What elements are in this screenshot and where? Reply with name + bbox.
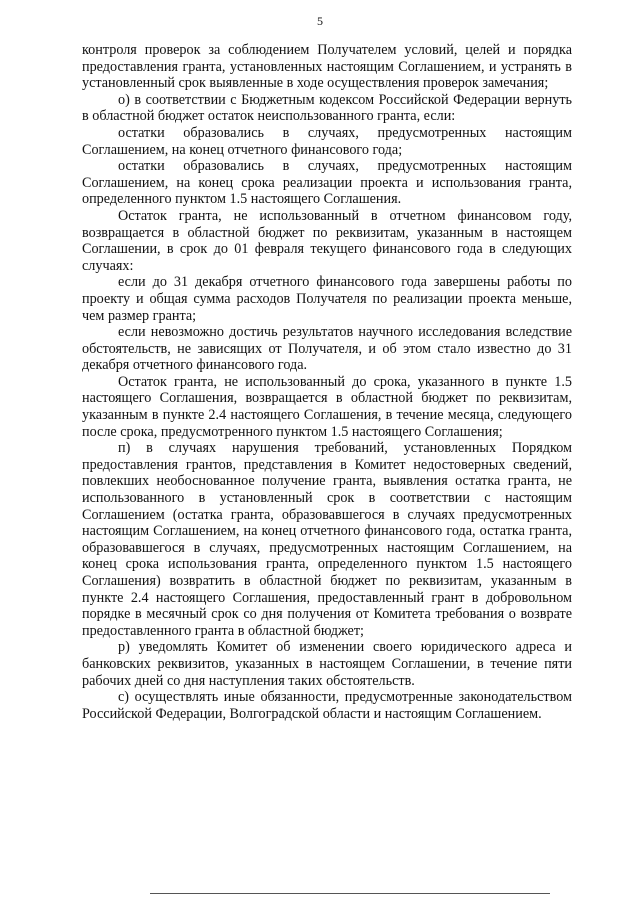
paragraph-control-inspections: контроля проверок за соблюдением Получателем условий, целей и порядка предоставления гранта, установленных настоящим Соглашением, и устранять в установленный срок выявленные в ходе осуществления проверок замечания; <box>82 42 572 92</box>
paragraph-unused-balance-deadline: Остаток гранта, не использованный до срока, указанного в пункте 1.5 настоящего Соглашения, возвращается в областной бюджет по реквизитам, указанным в пункте 2.4 настоящего Соглашения, в течение месяца, следующего после срока, предусмотренного пунктом 1.5 настоящего Соглашения; <box>82 373 572 440</box>
paragraph-balance-year-end: остатки образовались в случаях, предусмотренных настоящим Соглашением, на конец отчетного финансового года; <box>82 124 572 158</box>
paragraph-unused-balance-year: Остаток гранта, не использованный в отчетном финансовом году, возвращается в областной бюджет по реквизитам, указанным в настоящем Соглашении, в срок до 01 февраля текущего финансового года в следующих случаях: <box>82 207 572 274</box>
paragraph-balance-project-end: остатки образовались в случаях, предусмотренных настоящим Соглашением, на конец срока реализации проекта и использования гранта, определенного пунктом 1.5 настоящего Соглашения. <box>82 158 572 208</box>
page-number: 5 <box>317 14 323 28</box>
paragraph-item-s: с) осуществлять иные обязанности, предусмотренные законодательством Российской Федерации, Волгоградской области и настоящим Соглашением. <box>82 689 572 722</box>
paragraph-item-r: р) уведомлять Комитет об изменении своего юридического адреса и банковских реквизитов, указанных в настоящем Соглашении, в течение пяти рабочих дней со дня наступления таких обстоятельств. <box>82 639 572 689</box>
paragraph-item-o: о) в соответствии с Бюджетным кодексом Российской Федерации вернуть в областной бюджет остаток неиспользованного гранта, если: <box>82 91 572 125</box>
paragraph-case-works-completed: если до 31 декабря отчетного финансового года завершены работы по проекту и общая сумма расходов Получателя по реализации проекта меньше, чем размер гранта; <box>82 274 572 324</box>
paragraph-item-p: п) в случаях нарушения требований, установленных Порядком предоставления грантов, представления в Комитет недостоверных сведений, повлекших необоснованное получение гранта, выявления остатка гранта, не использованного в установленный срок в соответствии с настоящим Соглашением (остатка гранта, образовавшегося в случаях предусмотренных настоящим Соглашением, на конец отчетного финансового года, остатка гранта, образовавшегося в случаях, предусмотренных настоящим Соглашением, на конец срока использования гранта, определенного пунктом 1.5 настоящего Соглашения) возвратить в областной бюджет по реквизитам, указанным в пункте 2.4 настоящего Соглашения, предоставленный грант в добровольном порядке в месячный срок со дня получения от Комитета требования о возврате предоставленного гранта в областной бюджет; <box>82 440 572 639</box>
paragraph-case-research-impossible: если невозможно достичь результатов научного исследования вследствие обстоятельств, не зависящих от Получателя, и об этом стало известно до 31 декабря отчетного финансового года. <box>82 324 572 374</box>
bottom-rule <box>150 893 550 894</box>
document-body <box>82 42 572 722</box>
